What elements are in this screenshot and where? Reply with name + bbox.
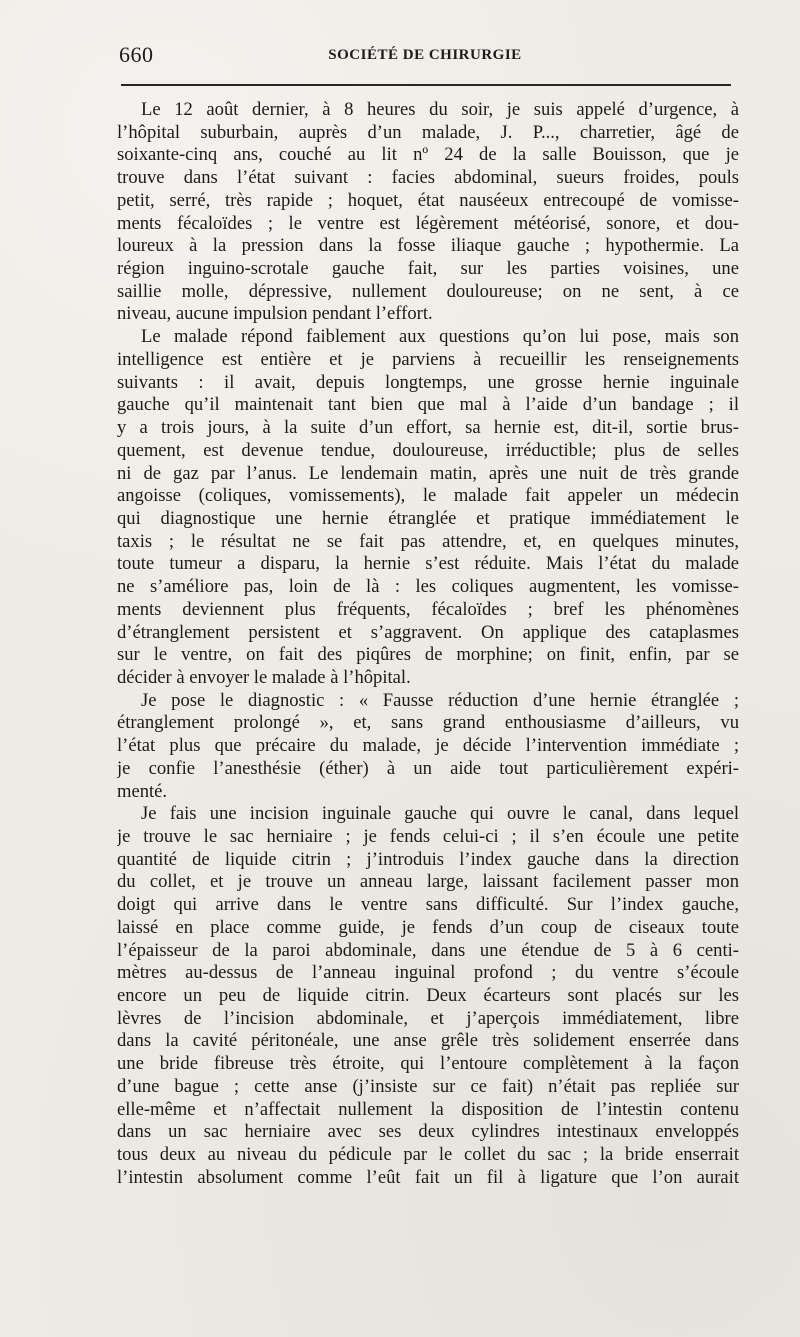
text-line: du collet, et je trouve un anneau large, laissant facilement passer mon xyxy=(117,871,739,893)
text-line: quement, est devenue tendue, douloureuse, irréductible; plus de selles xyxy=(117,439,739,461)
text-line: toute tumeur a disparu, la hernie s’est réduite. Mais l’état du malade xyxy=(117,553,739,575)
text-line: je confie l’anesthésie (éther) à un aide tout particulièrement expéri- xyxy=(117,757,739,779)
text-line: dans la cavité péritonéale, une anse grêle très solidement enserrée dans xyxy=(117,1030,739,1052)
text-line: soixante-cinq ans, couché au lit nº 24 de la salle Bouisson, que je xyxy=(117,144,739,166)
text-line: qui diagnostique une hernie étranglée et pratique immédiatement le xyxy=(117,507,739,529)
text-line: ni de gaz par l’anus. Le lendemain matin, après une nuit de très grande xyxy=(117,462,739,484)
text-line: Le 12 août dernier, à 8 heures du soir, je suis appelé d’urgence, à xyxy=(141,99,739,120)
text-line: trouve dans l’état suivant : facies abdominal, sueurs froides, pouls xyxy=(117,167,739,189)
running-head: SOCIÉTÉ DE CHIRURGIE xyxy=(328,47,522,63)
text-line: saillie molle, dépressive, nullement douloureuse; on ne sent, à ce xyxy=(117,280,739,302)
text-line: l’hôpital suburbain, auprès d’un malade, J. P..., charretier, âgé de xyxy=(117,121,739,143)
text-line: d’une bague ; cette anse (j’insiste sur ce fait) n’était pas repliée sur xyxy=(117,1075,739,1097)
text-line: loureux à la pression dans la fosse iliaque gauche ; hypothermie. La xyxy=(117,235,739,257)
text-line: l’état plus que précaire du malade, je décide l’intervention immédiate ; xyxy=(117,735,739,757)
text-line: ne s’améliore pas, loin de là : les coliques augmentent, les vomisse- xyxy=(117,576,739,598)
text-line: étranglement prolongé », et, sans grand enthousiasme d’ailleurs, vu xyxy=(117,712,739,734)
text-line: décider à envoyer le malade à l’hôpital. xyxy=(117,666,411,688)
text-line: sur le ventre, on fait des piqûres de morphine; on finit, enfin, par se xyxy=(117,644,739,666)
text-line: laissé en place comme guide, je fends d’un coup de ciseaux toute xyxy=(117,916,739,938)
text-line: ments deviennent plus fréquents, fécaloïdes ; bref les phénomènes xyxy=(117,598,739,620)
header-rule xyxy=(121,84,731,86)
text-line: dans un sac herniaire avec ses deux cylindres intestinaux enveloppés xyxy=(117,1121,739,1143)
body-text xyxy=(117,99,739,1190)
text-line: Je fais une incision inguinale gauche qui ouvre le canal, dans lequel xyxy=(141,803,739,825)
text-line: une bride fibreuse très étroite, qui l’entoure complètement à la façon xyxy=(117,1053,739,1075)
text-line: l’épaisseur de la paroi abdominale, dans une étendue de 5 à 6 centi- xyxy=(117,939,739,961)
text-line: niveau, aucune impulsion pendant l’effort. xyxy=(117,303,433,325)
text-line: doigt qui arrive dans le ventre sans difficulté. Sur l’index gauche, xyxy=(117,894,739,916)
text-line: intelligence est entière et je parviens à recueillir les renseignements xyxy=(117,348,739,370)
text-line: tous deux au niveau du pédicule par le collet du sac ; la bride enserrait xyxy=(117,1144,739,1166)
text-line: mètres au-dessus de l’anneau inguinal profond ; du ventre s’écoule xyxy=(117,962,739,984)
text-line: petit, serré, très rapide ; hoquet, état nauséeux entrecoupé de vomisse- xyxy=(117,189,739,211)
page-number: 660 xyxy=(119,42,154,67)
text-line: Je pose le diagnostic : « Fausse réduction d’une hernie étranglée ; xyxy=(141,689,739,711)
page-header xyxy=(119,42,731,74)
text-line: gauche qu’il maintenait tant bien que mal à l’aide d’un bandage ; il xyxy=(117,394,739,416)
text-line: d’étranglement persistent et s’aggravent. On applique des cataplasmes xyxy=(117,621,739,643)
text-line: je trouve le sac herniaire ; je fends celui-ci ; il s’en écoule une petite xyxy=(117,826,739,847)
text-line: taxis ; le résultat ne se fait pas attendre, et, en quelques minutes, xyxy=(117,530,739,552)
text-line: suivants : il avait, depuis longtemps, une grosse hernie inguinale xyxy=(117,371,739,393)
text-line: angoisse (coliques, vomissements), le malade fait appeler un médecin xyxy=(117,485,739,507)
text-line: encore un peu de liquide citrin. Deux écarteurs sont placés sur les xyxy=(117,985,739,1007)
text-line: lèvres de l’incision abdominale, et j’aperçois immédiatement, libre xyxy=(117,1007,739,1029)
text-line: Le malade répond faiblement aux questions qu’on lui pose, mais son xyxy=(141,326,739,348)
text-line: quantité de liquide citrin ; j’introduis l’index gauche dans la direction xyxy=(117,848,739,870)
text-line: ments fécaloïdes ; le ventre est légèrement météorisé, sonore, et dou- xyxy=(117,212,739,234)
text-line: elle-même et n’affectait nullement la disposition de l’intestin contenu xyxy=(117,1098,739,1120)
text-line: région inguino-scrotale gauche fait, sur les parties voisines, une xyxy=(117,258,739,280)
text-line: y a trois jours, à la suite d’un effort, sa hernie est, dit-il, sortie brus- xyxy=(117,417,739,439)
text-line: menté. xyxy=(117,780,168,802)
text-line: l’intestin absolument comme l’eût fait un fil à ligature que l’on aurait xyxy=(117,1166,739,1188)
